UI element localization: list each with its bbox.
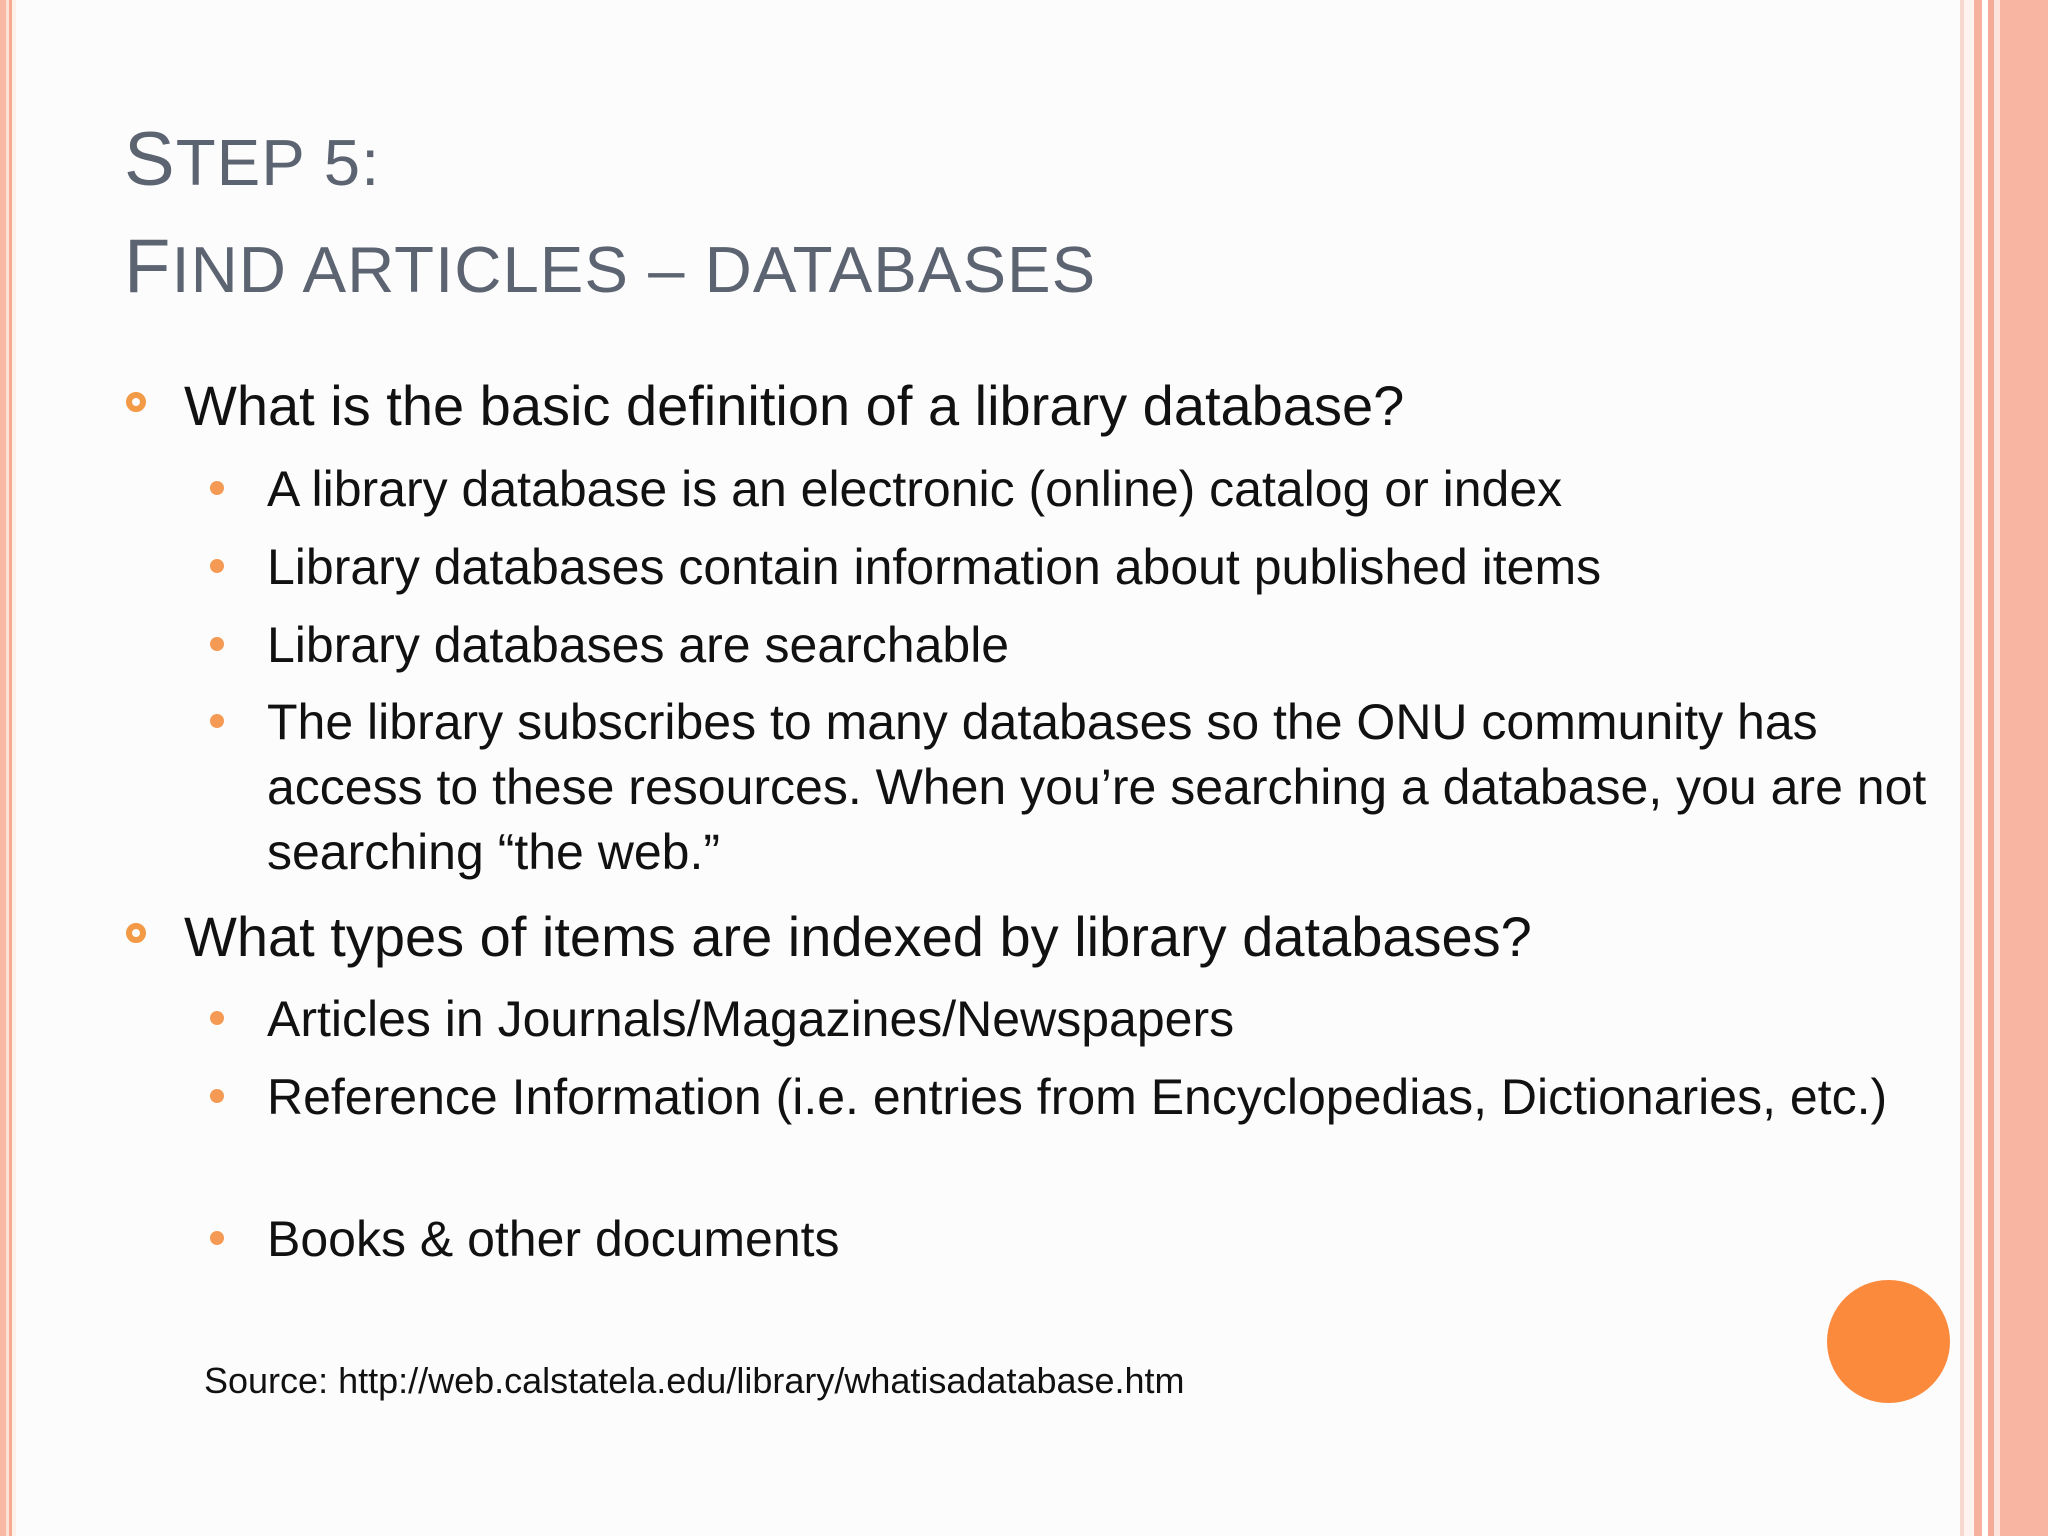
slide-title bbox=[124, 108, 1624, 322]
orange-open-circle-icon bbox=[126, 923, 146, 943]
orange-dot-icon bbox=[210, 559, 224, 573]
slide-title-line-1 bbox=[124, 108, 1624, 215]
question-text: What is the basic definition of a library database? bbox=[184, 374, 1405, 437]
bullet-text: Library databases are searchable bbox=[267, 617, 1010, 673]
slide-title-line-2 bbox=[124, 215, 1624, 322]
bullet-text: Books & other documents bbox=[267, 1211, 840, 1267]
title-line-1-rest: TEP 5: bbox=[175, 126, 381, 199]
orange-dot-icon bbox=[210, 714, 224, 728]
question-text: What types of items are indexed by library databases? bbox=[184, 905, 1532, 968]
orange-dot-icon bbox=[210, 481, 224, 495]
bullet-text: Articles in Journals/Magazines/Newspapers bbox=[267, 991, 1235, 1047]
bullet-text: The library subscribes to many databases so the ONU community has access to these resources. When you’re searching a database, you are not searching “the web.” bbox=[267, 694, 1927, 880]
title-line-2-rest: IND ARTICLES – DATABASES bbox=[171, 233, 1097, 306]
bullet-text: Reference Information (i.e. entries from Encyclopedias, Dictionaries, etc.) bbox=[267, 1069, 1888, 1125]
title-line-2-initial: F bbox=[124, 224, 172, 309]
source-citation: Source: http://web.calstatela.edu/library/whatisadatabase.htm bbox=[204, 1360, 1185, 1401]
bullet-text: A library database is an electronic (online) catalog or index bbox=[267, 461, 1563, 517]
bullet-text: Library databases contain information about published items bbox=[267, 539, 1602, 595]
right-decorative-border bbox=[1960, 0, 2048, 1536]
orange-open-circle-icon bbox=[126, 392, 146, 412]
orange-circle-icon bbox=[1827, 1280, 1950, 1403]
orange-dot-icon bbox=[210, 1231, 224, 1245]
orange-dot-icon bbox=[210, 637, 224, 651]
orange-dot-icon bbox=[210, 1089, 224, 1103]
title-line-1-initial: S bbox=[124, 117, 176, 202]
orange-dot-icon bbox=[210, 1011, 224, 1025]
